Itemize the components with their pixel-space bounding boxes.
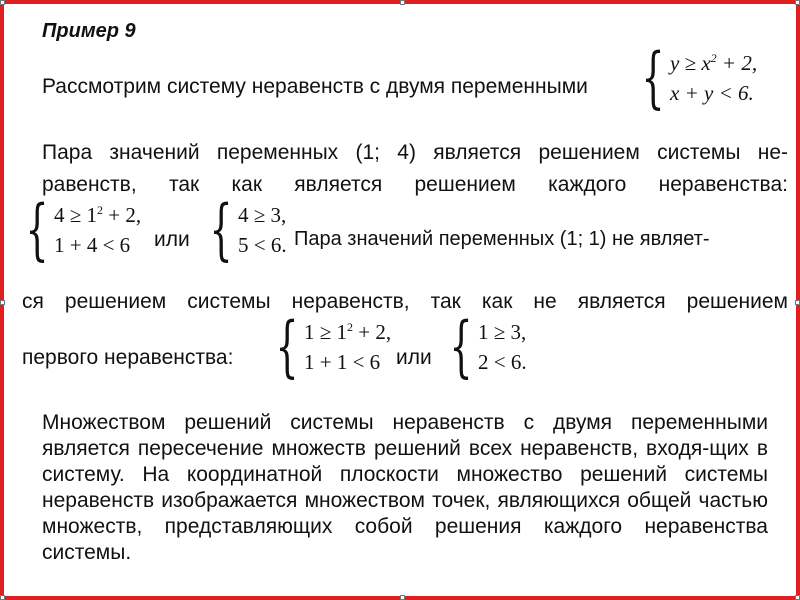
pair1-system-a xyxy=(16,191,142,268)
pair1-sys-a-row1: $4 \ge 1^2 + 2$, xyxy=(54,202,142,227)
pair1-system-b xyxy=(200,191,287,268)
brace-icon: { xyxy=(641,39,665,116)
pair1-line2: равенств, так как является решением каждого неравенства: xyxy=(42,173,788,196)
pair2-system-b xyxy=(440,308,527,385)
brace-icon: { xyxy=(275,308,299,385)
resize-handle-top-mid[interactable] xyxy=(400,0,405,5)
pair1-sys-b-row2: 5 < 6. xyxy=(238,232,287,257)
resize-handle-bottom-mid[interactable] xyxy=(400,595,405,600)
example-title: Пример 9 xyxy=(42,20,136,42)
pair1-line1: Пара значений переменных (1; 4) является решением системы не- xyxy=(42,141,788,164)
pair1-or: или xyxy=(154,228,190,251)
resize-handle-bottom-right[interactable] xyxy=(795,595,800,600)
resize-handle-mid-left[interactable] xyxy=(0,300,5,305)
brace-icon: { xyxy=(209,191,233,268)
intro-system-row1: $y \ge x^2 + 2$, xyxy=(670,50,758,75)
pair2-system-a xyxy=(266,308,392,385)
pair2-sys-b-row2: 2 < 6. xyxy=(478,349,527,374)
intro-text: Рассмотрим систему неравенств с двумя переменными xyxy=(42,75,588,98)
pair2-sys-b-row1: 1 ≥ 3, xyxy=(478,319,527,344)
pair1-sys-b-row1: 4 ≥ 3, xyxy=(238,202,287,227)
pair2-line1: ся решением системы неравенств, так как не является решением xyxy=(22,290,788,313)
pair2-sys-a-row2: 1 + 1 < 6 xyxy=(304,349,381,374)
brace-icon: { xyxy=(449,308,473,385)
resize-handle-top-left[interactable] xyxy=(0,0,5,5)
resize-handle-top-right[interactable] xyxy=(795,0,800,5)
conclusion-paragraph: Множеством решений системы неравенств с двумя переменными является пересечение множеств решений всех неравенств, входя-щих в систему. На координатной плоскости множество решений системы неравенств изображается множеством точек, являющихся общей частью множеств, представляющих собой решения каждого неравенства системы. xyxy=(42,411,768,564)
brace-icon: { xyxy=(25,191,49,268)
resize-handle-mid-right[interactable] xyxy=(795,300,800,305)
pair2-or: или xyxy=(396,346,432,369)
pair2-sys-a-row1: $1 \ge 1^2 + 2$, xyxy=(304,319,392,344)
intro-system xyxy=(632,39,758,116)
pair1-tail: Пара значений переменных (1; 1) не являет- xyxy=(294,228,710,250)
pair1-sys-a-row2: 1 + 4 < 6 xyxy=(54,232,131,257)
intro-system-row2: x + y < 6. xyxy=(670,80,754,105)
resize-handle-bottom-left[interactable] xyxy=(0,595,5,600)
pair2-line2: первого неравенства: xyxy=(22,346,234,369)
